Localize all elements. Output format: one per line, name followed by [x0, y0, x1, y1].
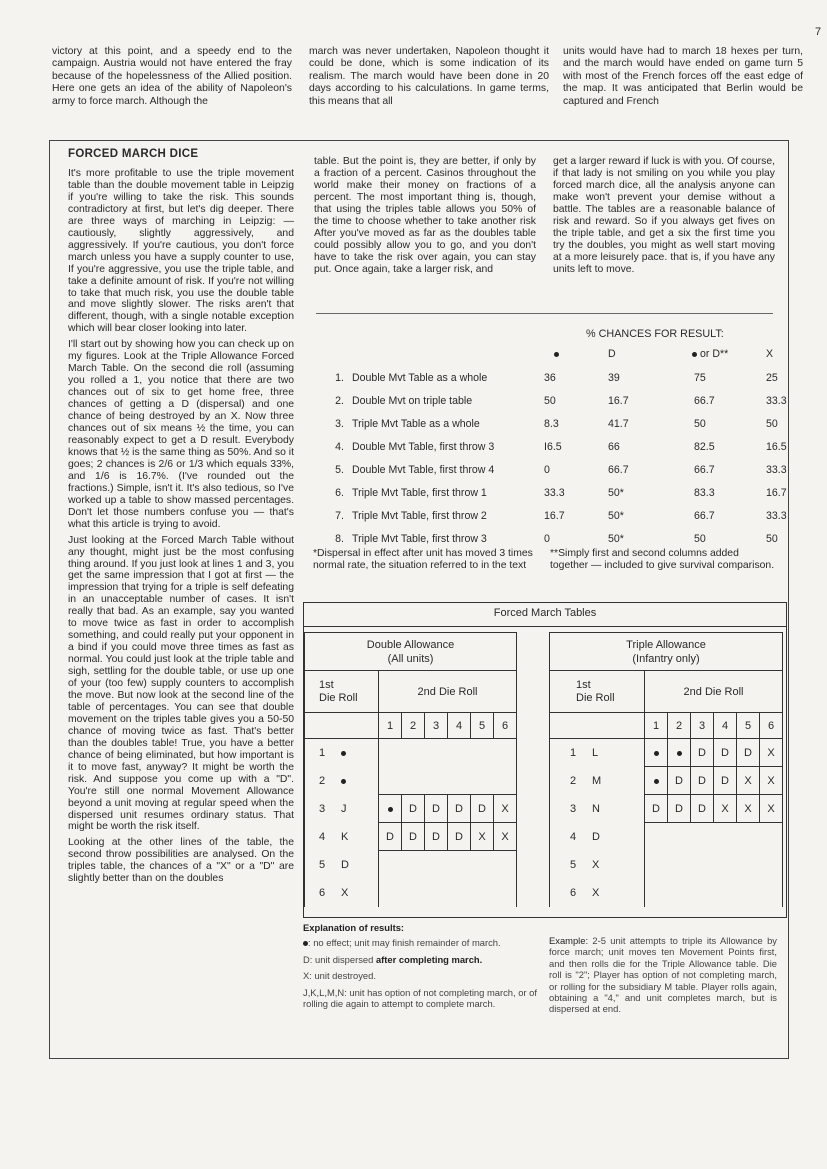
left-paragraph-3: Just looking at the Forced March Table without any thought, might just be the most confusing thing around. If you just look at lines 1 and 3, you get the same impression that I got at first — the impression that trying for a triple is self defeating in an unacceptable number of cases. It isn't really that bad. As an example, say you wanted to move twice as fast in order to accomplish something, and could really put your opponent in a bind if you could move three times as fast as normal. You could just look at the triple table and sigh, settling for the double table, or use up one of your (too few) supply counters to accomplish the move. But now look at the second line of the table of percentages. You can see that double movement on the triples table gives you a 50-50 chance of moving twice as fast. That's better than the doubles table! True, you have a better chance of being eliminated, but how important is it to move fast, anyway? It might be worth the risk. And suppose you come up with a "D". You're still one normal Movement Allowance beyond a unit moving at regular speed when the dispersed unit resumes ordinary status. That might be worth the risk itself.: [68, 534, 294, 833]
triple-roll-number: 6: [570, 886, 577, 899]
explanation-d-text: unit dispersed: [312, 953, 376, 965]
double-row: [305, 823, 517, 851]
double-first-roll-cell: [305, 823, 379, 851]
pct-value: 83.3: [694, 486, 715, 499]
triple-die-col: 2: [668, 713, 691, 739]
pct-row: [324, 458, 804, 481]
double-result: [379, 795, 402, 823]
double-roll-code: X: [341, 886, 349, 899]
pct-value: 8.3: [544, 417, 559, 430]
pct-value: 16.7: [766, 486, 787, 499]
triple-roll-number: 4: [570, 830, 577, 843]
pct-row: [324, 389, 804, 412]
pct-header-row: [324, 342, 804, 366]
pct-row-label: Triple Mvt Table, first throw 3: [352, 532, 487, 545]
double-die-col: 2: [402, 713, 425, 739]
double-roll-number: 5: [319, 858, 326, 871]
explanation-x-key: X:: [303, 970, 312, 982]
triple-die-col: 1: [645, 713, 668, 739]
double-blank: [379, 767, 517, 795]
triple-row: [550, 823, 783, 851]
triple-die-col: 5: [737, 713, 760, 739]
triple-result: D: [737, 739, 760, 767]
no-effect-dot-icon: [554, 352, 559, 357]
triple-die-col: 6: [760, 713, 783, 739]
triple-roll-number: 2: [570, 774, 577, 787]
explanation-dot-key: :: [308, 937, 311, 949]
double-roll-code: [341, 775, 346, 787]
forced-march-title-rule: [303, 626, 787, 627]
pct-row: [324, 366, 804, 389]
double-die-col: 3: [425, 713, 448, 739]
no-effect-dot-icon: [341, 779, 346, 784]
pct-row-number: 5.: [335, 463, 344, 476]
double-result: X: [494, 795, 517, 823]
double-result: D: [425, 823, 448, 851]
triple-die-col: 4: [714, 713, 737, 739]
left-paragraph-2: I'll start out by showing how you can check up on my figures. Look at the Triple Allowance Forced March Table. On the second die roll (assuming you rolled a 1, you notice that there are two chances out of six to get home free, three chances of getting a D (dispersal) and one chance of being destroyed by an X. Now three chances out of six means ½ the time, you can reasonably expect to get a D result. Everybody knows that ½ is the same thing as 50%. And so it goes; 2 chances is 2/6 or 1/3 which equals 33%, and 1/6 is 16.7%. (I've rounded out the fractions.) Simple, isn't it. It's also tedious, so I've worked up a table to show massed percentages. Don't let those numbers confuse you — that's what this article is trying to avoid.: [68, 339, 294, 530]
pct-row-label: Triple Mvt Table as a whole: [352, 417, 480, 430]
pct-value: 82.5: [694, 440, 715, 453]
percent-table: [324, 342, 804, 550]
pct-value: 66.7: [608, 463, 629, 476]
triple-result: [668, 739, 691, 767]
triple-blank: [645, 851, 783, 879]
double-result: D: [448, 795, 471, 823]
triple-roll-number: 1: [570, 746, 577, 759]
triple-result: D: [714, 767, 737, 795]
pct-row-number: 2.: [335, 394, 344, 407]
double-roll-number: 1: [319, 746, 326, 759]
triple-title-line2: (Infantry only): [632, 652, 700, 665]
pct-row: [324, 412, 804, 435]
double-roll-number: 3: [319, 802, 326, 815]
triple-first-roll-cell: [550, 739, 645, 767]
left-column: [68, 168, 294, 889]
double-roll-number: 4: [319, 830, 326, 843]
explanation: [303, 922, 539, 1014]
triple-blank: [645, 823, 783, 851]
pct-value: 50: [544, 394, 556, 407]
pct-value: 0: [544, 532, 550, 545]
pct-value: 25: [766, 371, 778, 384]
pct-value: 33.3: [766, 394, 787, 407]
pct-table-title: % CHANCES FOR RESULT:: [586, 328, 724, 340]
pct-row: [324, 435, 804, 458]
triple-row: [550, 767, 783, 795]
double-second-roll-label: 2nd Die Roll: [379, 671, 517, 713]
double-result: X: [494, 823, 517, 851]
explanation-jklmn-key: J,K,L,M,N:: [303, 986, 347, 998]
pct-value: 33.3: [766, 509, 787, 522]
double-title-line1: Double Allowance: [366, 638, 455, 651]
pct-row-number: 1.: [335, 371, 344, 384]
pct-value: I6.5: [544, 440, 562, 453]
explanation-title: Explanation of results:: [303, 922, 405, 933]
pct-value: 66: [608, 440, 620, 453]
box-title: FORCED MARCH DICE: [68, 148, 199, 160]
top-column-3: units would have had to march 18 hexes per turn, and the march would have ended on game turn 5 with most of the French forces off the east edge of the map. It was anticipated that Berlin would be captured and French: [563, 46, 803, 107]
double-first-roll-label-1: 1st: [319, 678, 334, 691]
explanation-d-bold: after completing march.: [375, 953, 483, 965]
triple-roll-code: L: [592, 746, 599, 759]
pct-row-label: Triple Mvt Table, first throw 2: [352, 509, 487, 522]
double-blank: [379, 851, 517, 879]
triple-result: D: [645, 795, 668, 823]
triple-second-roll-label: 2nd Die Roll: [645, 671, 783, 713]
left-paragraph-1: It's more profitable to use the triple movement table than the double movement table in Leipzig if you're willing to take the risk. This sounds contradictory at first, but let's dig deeper. There are three ways of marching in Leipzig: —cautiously, slightly aggressively, and aggressively. If you're cautious, you don't force march unless you have a supply counter to use, If you're aggressive, you use the triple table, and take a definite amount of risk. If you're not willing to take that much risk, you use the double table and move slightly slower. The risks aren't that different, though, with a single notable exception which will bear closer looking into later.: [68, 168, 294, 335]
double-blank: [379, 879, 517, 907]
triple-row: [550, 795, 783, 823]
double-result: X: [471, 823, 494, 851]
middle-text: table. But the point is, they are better, if only by a fraction of a percent. Casinos throughout the world make their money on fractions of a percent. The most important thing is, though, that using the triples table allows you 50% of the time to choose whether to take another risk After you've moved as far as the doubles table could possibly allow you to go, and you don't have to take the risk over again, you can stay put. Once again, take a larger risk, and: [314, 156, 536, 275]
triple-result: X: [760, 767, 783, 795]
triple-first-roll-label-1: 1st: [576, 678, 591, 691]
double-first-roll-cell: [305, 851, 379, 879]
triple-result: [645, 767, 668, 795]
pct-header-d: D: [608, 348, 616, 360]
triple-first-roll-label-2: Die Roll: [576, 691, 615, 704]
double-die-col: 6: [494, 713, 517, 739]
triple-result: X: [760, 739, 783, 767]
pct-value: 33.3: [766, 463, 787, 476]
double-result: D: [425, 795, 448, 823]
triple-row: [550, 851, 783, 879]
example-text: 2-5 unit attempts to triple its Allowance by force march; unit moves ten Movement Points first, and then rolls die for the Triple Allowance table. Die roll is "2"; Player has option of not completing march, or rolling for the subsidiary M table. Player rolls again, obtaining a "4," and unit completes march, but is dispersed at end.: [549, 935, 777, 1015]
triple-first-roll-cell: [550, 767, 645, 795]
triple-roll-number: 3: [570, 802, 577, 815]
no-effect-dot-icon: [692, 352, 697, 357]
double-first-roll-cell: [305, 795, 379, 823]
triple-roll-number: 5: [570, 858, 577, 871]
pct-row-label: Double Mvt on triple table: [352, 394, 473, 407]
double-row: [305, 739, 517, 767]
pct-value: 16.7: [544, 509, 565, 522]
double-blank: [379, 739, 517, 767]
pct-value: 66.7: [694, 394, 715, 407]
triple-result: X: [714, 795, 737, 823]
triple-title-line1: Triple Allowance: [626, 638, 706, 651]
top-column-2: march was never undertaken, Napoleon thought it could be done, which is some indication of its realism. The march would have been done in 20 days according to his calculations. In game terms, this means that all: [309, 46, 549, 107]
triple-result: D: [668, 795, 691, 823]
pct-value: 39: [608, 371, 620, 384]
triple-row: [550, 879, 783, 907]
no-effect-dot-icon: [388, 807, 393, 812]
explanation-x-text: unit destroyed.: [311, 970, 376, 982]
triple-result: X: [760, 795, 783, 823]
no-effect-dot-icon: [654, 779, 659, 784]
double-die-col: 4: [448, 713, 471, 739]
triple-allowance-table: [549, 632, 783, 907]
double-first-roll-cell: [305, 767, 379, 795]
pct-row-number: 8.: [335, 532, 344, 545]
pct-row-label: Triple Mvt Table, first throw 1: [352, 486, 487, 499]
pct-value: 50: [766, 532, 778, 545]
pct-row-label: Double Mvt Table, first throw 4: [352, 463, 495, 476]
pct-row-number: 3.: [335, 417, 344, 430]
pct-value: 50*: [608, 532, 624, 545]
double-die-header-row: [305, 713, 517, 739]
example-label: Example:: [549, 935, 589, 946]
triple-result: D: [691, 767, 714, 795]
triple-die-col: 3: [691, 713, 714, 739]
pct-value: 75: [694, 371, 706, 384]
example: [549, 935, 777, 1015]
pct-row-label: Double Mvt Table, first throw 3: [352, 440, 495, 453]
double-roll-number: 2: [319, 774, 326, 787]
double-first-roll-cell: [305, 739, 379, 767]
double-result: D: [379, 823, 402, 851]
pct-value: 50: [694, 532, 706, 545]
left-paragraph-4: Looking at the other lines of the table, the second throw possibilities are analysed. On the triples table, the chances of a "X" or a "D" are slightly better than on the doubles: [68, 837, 294, 885]
pct-value: 66.7: [694, 509, 715, 522]
explanation-dot-text: no effect; unit may finish remainder of march.: [310, 937, 501, 949]
explanation-d-key: D:: [303, 953, 313, 965]
pct-value: 0: [544, 463, 550, 476]
triple-roll-code: X: [592, 858, 600, 871]
pct-value: 16.5: [766, 440, 787, 453]
pct-value: 50: [766, 417, 778, 430]
double-roll-number: 6: [319, 886, 326, 899]
triple-first-roll-cell: [550, 795, 645, 823]
pct-row: [324, 527, 804, 550]
double-result: D: [402, 795, 425, 823]
triple-roll-code: N: [592, 802, 600, 815]
double-row: [305, 879, 517, 907]
triple-roll-code: X: [592, 886, 600, 899]
double-roll-code: K: [341, 830, 349, 843]
pct-header-x: X: [766, 348, 774, 360]
no-effect-dot-icon: [341, 751, 346, 756]
double-row: [305, 851, 517, 879]
double-result: D: [402, 823, 425, 851]
pct-footnote-1: *Dispersal in effect after unit has moved 3 times normal rate, the situation referred to in the text: [313, 548, 533, 571]
triple-result: D: [714, 739, 737, 767]
triple-blank: [645, 879, 783, 907]
triple-corner: [550, 713, 645, 739]
pct-footnote-2: **Simply first and second columns added together — included to give survival comparison.: [550, 548, 775, 571]
double-corner: [305, 713, 379, 739]
pct-row-label: Double Mvt Table as a whole: [352, 371, 488, 384]
pct-row: [324, 504, 804, 527]
triple-result: [645, 739, 668, 767]
double-roll-code: D: [341, 858, 349, 871]
pct-value: 50*: [608, 486, 624, 499]
no-effect-dot-icon: [654, 751, 659, 756]
double-roll-code: J: [341, 802, 347, 815]
double-result: D: [471, 795, 494, 823]
right-text: get a larger reward if luck is with you. Of course, if that lady is not smiling on you while you play forced march dice, all the analysis anyone can make won't prevent your demise without a battle. The tables are a reasonable balance of risk and reward. So if you always get fives on the triple table, and get a six the first time you try the doubles, you might as well start moving at a more leisurely pace. that is, if you have any units left to move.: [553, 156, 775, 275]
triple-result: D: [691, 739, 714, 767]
double-roll-code: [341, 747, 346, 759]
double-die-col: 1: [379, 713, 402, 739]
triple-roll-code: D: [592, 830, 600, 843]
double-die-col: 5: [471, 713, 494, 739]
double-first-roll-label-2: Die Roll: [319, 691, 358, 704]
top-column-1: victory at this point, and a speedy end to the campaign. Austria would not have entered the fray because of the hopelessness of the Allied position. Here one gets an idea of the ability of Napoleon's army to force march. Although the: [52, 46, 292, 107]
pct-value: 36: [544, 371, 556, 384]
pct-value: 66.7: [694, 463, 715, 476]
double-row: [305, 767, 517, 795]
pct-value: 50*: [608, 509, 624, 522]
double-result: D: [448, 823, 471, 851]
triple-die-header-row: [550, 713, 783, 739]
double-title-line2: (All units): [387, 652, 434, 665]
pct-value: 50: [694, 417, 706, 430]
triple-result: X: [737, 767, 760, 795]
double-row: [305, 795, 517, 823]
page-number: 7: [815, 26, 822, 38]
pct-value: 16.7: [608, 394, 629, 407]
triple-roll-code: M: [592, 774, 602, 787]
double-allowance-table: [304, 632, 517, 907]
explanation-jklmn-text: unit has option of not completing march, or of rolling die again to attempt to complete march.: [303, 986, 537, 1010]
triple-first-roll-cell: [550, 823, 645, 851]
pct-row-number: 7.: [335, 509, 344, 522]
no-effect-dot-icon: [677, 751, 682, 756]
triple-row: [550, 739, 783, 767]
double-first-roll-cell: [305, 879, 379, 907]
triple-result: D: [691, 795, 714, 823]
forced-march-title: Forced March Tables: [493, 607, 597, 619]
pct-header-or-d: or D**: [699, 348, 729, 360]
pct-value: 33.3: [544, 486, 565, 499]
triple-first-roll-cell: [550, 851, 645, 879]
pct-row-number: 6.: [335, 486, 344, 499]
triple-result: X: [737, 795, 760, 823]
triple-result: D: [668, 767, 691, 795]
pct-row-number: 4.: [335, 440, 344, 453]
triple-first-roll-cell: [550, 879, 645, 907]
pct-row: [324, 481, 804, 504]
pct-value: 41.7: [608, 417, 629, 430]
divider: [316, 313, 773, 314]
